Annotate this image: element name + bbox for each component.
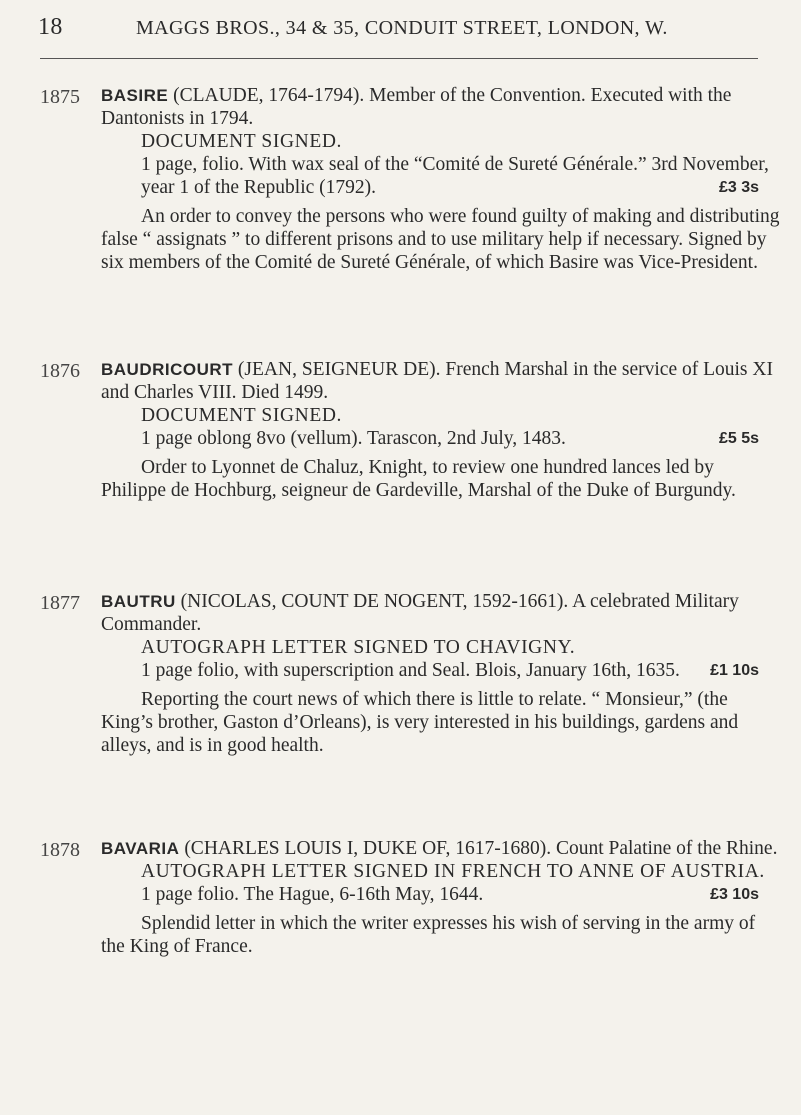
entry-headline-text: (NICOLAS, COUNT DE NOGENT, 1592-1661). A celebrated Military Commander. [101, 591, 739, 635]
price: £5 5s [718, 430, 759, 447]
entry-body [101, 358, 781, 502]
entry-name: BASIRE [101, 86, 169, 105]
lot-number: 1878 [40, 839, 80, 861]
entry-headline [101, 84, 781, 130]
price: £3 10s [710, 886, 759, 903]
entry-headline [101, 837, 781, 860]
price: £3 3s [718, 179, 759, 196]
entry-headline-text: (CLAUDE, 1764-1794). Member of the Convention. Executed with the Dantonists in 1794. [101, 85, 732, 129]
entry-description-text: 1 page folio. The Hague, 6-16th May, 1644. [141, 884, 484, 905]
entry-description [101, 659, 781, 682]
entry-note: Order to Lyonnet de Chaluz, Knight, to review one hundred lances led by Philippe de Hochburg, seigneur de Gardeville, Marshal of the Duke of Burgundy. [101, 457, 736, 501]
entry-note: An order to convey the persons who were found guilty of making and distributing false “ assignats ” to different prisons and to use military help if necessary. Signed by six members of the Comité de Sureté Générale, of which Basire was Vice-President. [101, 206, 780, 273]
lot-number: 1876 [40, 360, 80, 382]
entry-headline [101, 590, 781, 636]
entry-name: BAUTRU [101, 592, 176, 611]
entry-headline [101, 358, 781, 404]
entry-description [101, 883, 781, 906]
entry-name: BAUDRICOURT [101, 360, 234, 379]
entry-note: Reporting the court news of which there is little to relate. “ Monsieur,” (the King’s brother, Gaston d’Orleans), is very interested in his buildings, gardens and alleys, and is in good health. [101, 689, 739, 756]
document-type: AUTOGRAPH LETTER SIGNED IN FRENCH TO ANNE OF AUSTRIA. [141, 861, 765, 882]
entry-description-text: 1 page oblong 8vo (vellum). Tarascon, 2nd July, 1483. [141, 428, 566, 449]
entry-note: Splendid letter in which the writer expresses his wish of serving in the army of the King of France. [101, 913, 756, 957]
lot-number: 1875 [40, 86, 80, 108]
entry-description-text: 1 page, folio. With wax seal of the “Comité de Sureté Générale.” 3rd November, year 1 of the Republic (1792). [141, 154, 769, 198]
document-type: AUTOGRAPH LETTER SIGNED TO CHAVIGNY. [141, 637, 576, 658]
entry-headline-text: (JEAN, SEIGNEUR DE). French Marshal in the service of Louis XI and Charles VIII. Died 1499. [101, 359, 773, 403]
document-type: DOCUMENT SIGNED. [141, 131, 342, 152]
entry-description [101, 153, 781, 199]
header-rule [40, 58, 758, 59]
entry-name: BAVARIA [101, 839, 180, 858]
entry-headline-text: (CHARLES LOUIS I, DUKE OF, 1617-1680). Count Palatine of the Rhine. [184, 838, 778, 859]
entry-description [101, 427, 781, 450]
running-title: MAGGS BROS., 34 & 35, CONDUIT STREET, LONDON, W. [136, 17, 668, 39]
lot-number: 1877 [40, 592, 80, 614]
entry-body [101, 84, 781, 274]
entry-description-text: 1 page folio, with superscription and Seal. Blois, January 16th, 1635. [141, 660, 680, 681]
price: £1 10s [710, 662, 759, 679]
document-type: DOCUMENT SIGNED. [141, 405, 342, 426]
entry-body [101, 837, 781, 958]
entry-body [101, 590, 781, 757]
page-number: 18 [38, 14, 63, 40]
